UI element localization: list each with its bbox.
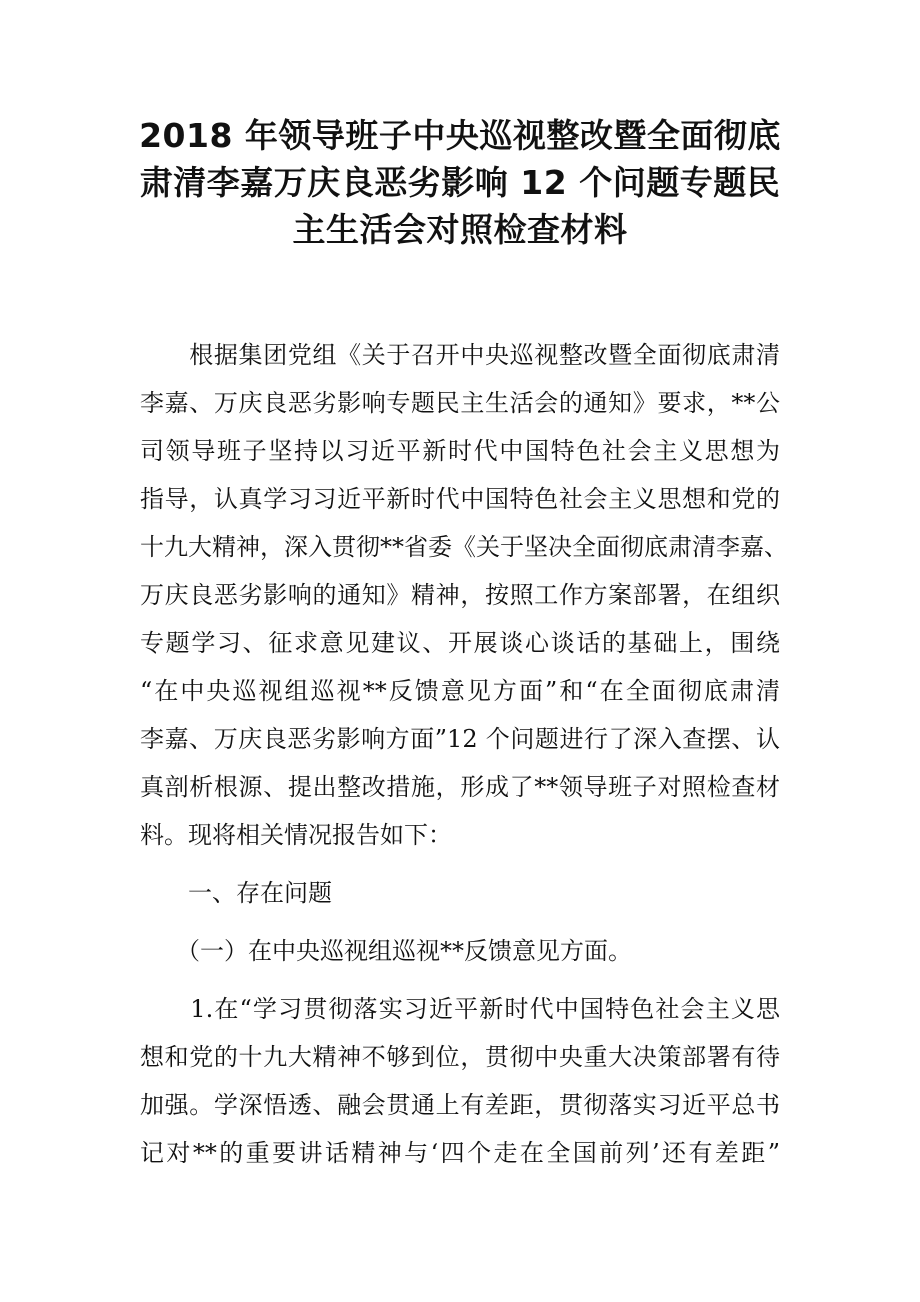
- text-line: 想和党的十九大精神不够到位，贯彻中央重大决策部署有待: [140, 1043, 780, 1071]
- title-line: 2018 年领导班子中央巡视整改暨全面彻底: [139, 116, 781, 155]
- document-title: [120, 112, 800, 253]
- text-line: 司领导班子坚持以习近平新时代中国特色社会主义思想为: [140, 437, 780, 465]
- text-line: 万庆良恶劣影响的通知》精神，按照工作方案部署，在组织: [140, 581, 780, 609]
- text-line: 指导，认真学习习近平新时代中国特色社会主义思想和党的: [140, 485, 780, 513]
- subsection-heading: [140, 934, 780, 982]
- text-line: 专题学习、征求意见建议、开展谈心谈话的基础上，围绕: [140, 629, 780, 657]
- text-line: 真剖析根源、提出整改措施，形成了**领导班子对照检查材: [140, 773, 780, 801]
- subsection-heading-text: （一）在中央巡视组巡视**反馈意见方面。: [140, 937, 632, 965]
- text-line: 十九大精神，深入贯彻**省委《关于坚决全面彻底肃清李嘉、: [140, 533, 788, 561]
- text-line: 记对**的重要讲话精神与‘四个走在全国前列’还有差距”: [140, 1139, 780, 1167]
- intro-paragraph: [140, 338, 788, 866]
- section-heading: [140, 876, 780, 924]
- paragraph-gap: [140, 982, 780, 992]
- text-line: 料。现将相关情况报告如下：: [140, 821, 452, 849]
- paragraph-gap: [140, 924, 780, 934]
- text-line: 李嘉、万庆良恶劣影响专题民主生活会的通知》要求，**公: [140, 389, 780, 417]
- text-line: 李嘉、万庆良恶劣影响方面”12 个问题进行了深入查摆、认: [140, 725, 780, 753]
- text-line: 根据集团党组《关于召开中央巡视整改暨全面彻底肃清: [140, 341, 780, 369]
- title-line: 主生活会对照检查材料: [292, 210, 628, 249]
- item-paragraph: [140, 992, 780, 1184]
- text-line: “在中央巡视组巡视**反馈意见方面”和“在全面彻底肃清: [140, 677, 780, 705]
- paragraph-gap: [140, 866, 780, 876]
- section-heading-text: 一、存在问题: [140, 879, 332, 907]
- text-line: 1.在“学习贯彻落实习近平新时代中国特色社会主义思: [140, 995, 780, 1023]
- title-line: 肃清李嘉万庆良恶劣影响 12 个问题专题民: [139, 163, 781, 202]
- text-line: 加强。学深悟透、融会贯通上有差距，贯彻落实习近平总书: [140, 1091, 780, 1119]
- document-body: [140, 338, 788, 1184]
